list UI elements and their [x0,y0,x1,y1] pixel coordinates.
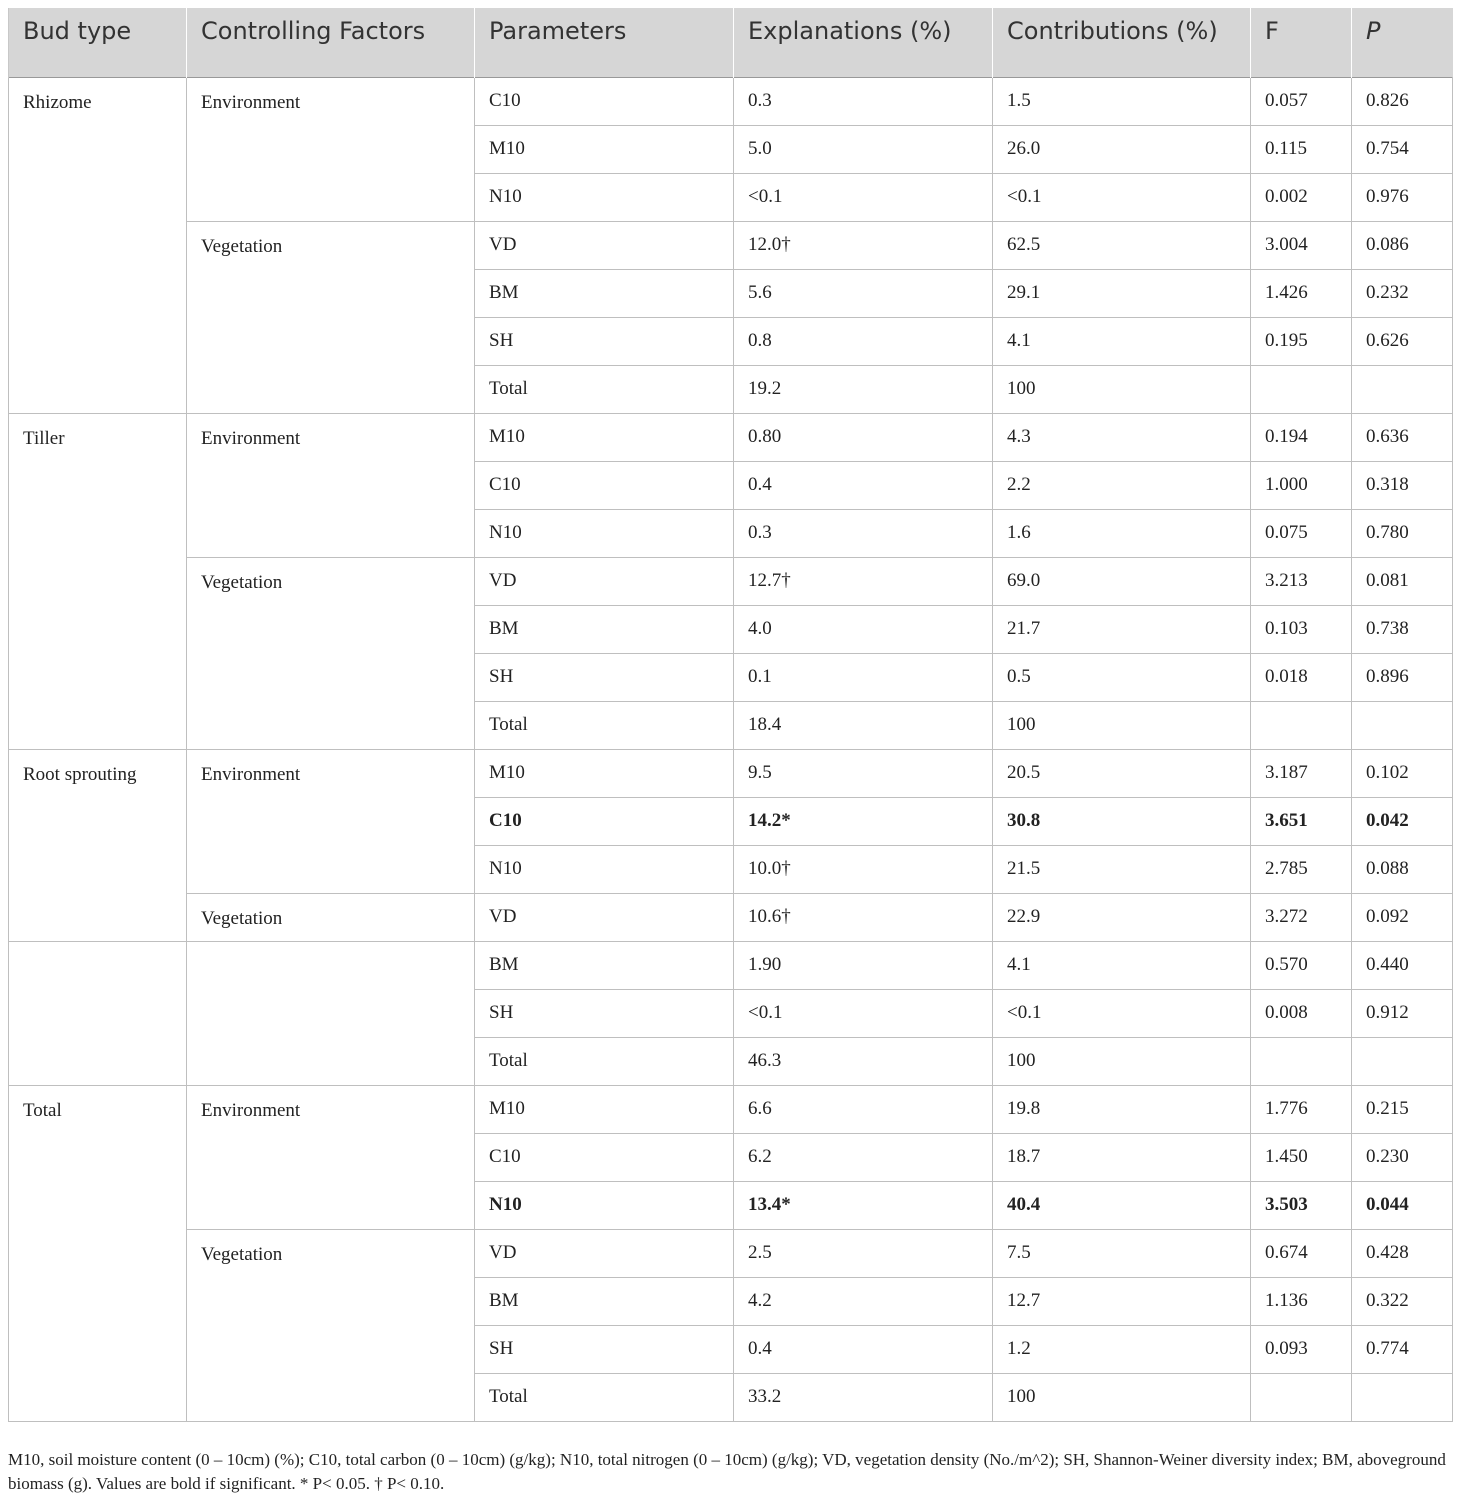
explanation-cell: 6.2 [734,1133,993,1181]
p-cell: 0.774 [1352,1325,1453,1373]
contribution-cell: <0.1 [993,173,1251,221]
f-cell: 3.651 [1251,797,1352,845]
p-cell: 0.081 [1352,557,1453,605]
f-cell: 0.103 [1251,605,1352,653]
explanation-cell: 5.0 [734,125,993,173]
contribution-cell: 7.5 [993,1229,1251,1277]
explanation-cell: 5.6 [734,269,993,317]
explanation-cell: 33.2 [734,1373,993,1421]
contribution-cell: 18.7 [993,1133,1251,1181]
f-cell: 1.000 [1251,461,1352,509]
parameter-cell: SH [475,317,734,365]
parameter-cell: VD [475,221,734,269]
factor-cell: Environment [187,749,475,893]
bud-type-cell: Total [9,1085,187,1421]
f-cell: 0.194 [1251,413,1352,461]
contribution-cell: 100 [993,1037,1251,1085]
bud-type-cell [9,941,187,1085]
parameter-cell: VD [475,893,734,941]
bud-type-cell: Root sprouting [9,749,187,941]
contribution-cell: 1.5 [993,77,1251,125]
contribution-cell: 2.2 [993,461,1251,509]
f-cell [1251,1373,1352,1421]
data-table [8,8,1453,1422]
explanation-cell: 0.3 [734,509,993,557]
bud-type-cell: Rhizome [9,77,187,413]
contribution-cell: <0.1 [993,989,1251,1037]
f-cell [1251,701,1352,749]
f-cell: 0.018 [1251,653,1352,701]
explanation-cell: 18.4 [734,701,993,749]
p-cell: 0.440 [1352,941,1453,989]
p-cell: 0.092 [1352,893,1453,941]
explanation-cell: <0.1 [734,173,993,221]
col-header-p: P [1352,8,1453,77]
f-cell: 0.674 [1251,1229,1352,1277]
contribution-cell: 100 [993,701,1251,749]
factor-cell: Vegetation [187,893,475,941]
contribution-cell: 29.1 [993,269,1251,317]
f-cell: 0.057 [1251,77,1352,125]
parameter-cell: BM [475,941,734,989]
p-cell: 0.102 [1352,749,1453,797]
p-cell: 0.754 [1352,125,1453,173]
contribution-cell: 4.1 [993,941,1251,989]
explanation-cell: 0.4 [734,1325,993,1373]
col-header-bud-type: Bud type [9,8,187,77]
p-cell: 0.636 [1352,413,1453,461]
p-cell: 0.896 [1352,653,1453,701]
explanation-cell: 1.90 [734,941,993,989]
col-header-explanations: Explanations (%) [734,8,993,77]
footnote: M10, soil moisture content (0 – 10cm) (%); C10, total carbon (0 – 10cm) (g/kg); N10, total nitrogen (0 – 10cm) (g/kg); VD, vegetation density (No./m^2); SH, Shannon-Weiner diversity index; BM, aboveground biomass (g). Values are bold if significant. * P< 0.05. † P< 0.10. [8,1450,1446,1493]
parameter-cell: BM [475,1277,734,1325]
p-cell: 0.738 [1352,605,1453,653]
parameter-cell: VD [475,1229,734,1277]
parameter-cell: SH [475,1325,734,1373]
explanation-cell: 10.6† [734,893,993,941]
p-cell: 0.428 [1352,1229,1453,1277]
f-cell: 0.093 [1251,1325,1352,1373]
explanation-cell: 0.3 [734,77,993,125]
parameter-cell: Total [475,701,734,749]
explanation-cell: <0.1 [734,989,993,1037]
table-row [9,413,1453,461]
f-cell: 0.008 [1251,989,1352,1037]
header-row [9,8,1453,77]
p-cell [1352,1037,1453,1085]
table-row [9,749,1453,797]
p-cell: 0.780 [1352,509,1453,557]
factor-cell [187,941,475,1085]
explanation-cell: 14.2* [734,797,993,845]
explanation-cell: 9.5 [734,749,993,797]
contribution-cell: 1.6 [993,509,1251,557]
parameter-cell: N10 [475,845,734,893]
p-cell: 0.232 [1352,269,1453,317]
contribution-cell: 30.8 [993,797,1251,845]
p-cell [1352,365,1453,413]
f-cell: 0.195 [1251,317,1352,365]
contribution-cell: 21.7 [993,605,1251,653]
col-header-parameters: Parameters [475,8,734,77]
p-cell: 0.044 [1352,1181,1453,1229]
f-cell: 3.272 [1251,893,1352,941]
explanation-cell: 12.7† [734,557,993,605]
factor-cell: Environment [187,1085,475,1229]
table-row [9,941,1453,989]
parameter-cell: Total [475,365,734,413]
parameter-cell: VD [475,557,734,605]
parameter-cell: N10 [475,509,734,557]
p-cell: 0.088 [1352,845,1453,893]
contribution-cell: 26.0 [993,125,1251,173]
parameter-cell: N10 [475,1181,734,1229]
parameter-cell: M10 [475,413,734,461]
contribution-cell: 12.7 [993,1277,1251,1325]
table-row [9,1085,1453,1133]
factor-cell: Vegetation [187,1229,475,1421]
factor-cell: Environment [187,77,475,221]
contribution-cell: 100 [993,365,1251,413]
p-cell: 0.042 [1352,797,1453,845]
parameter-cell: N10 [475,173,734,221]
col-header-controlling-factors: Controlling Factors [187,8,475,77]
explanation-cell: 4.0 [734,605,993,653]
f-cell: 2.785 [1251,845,1352,893]
f-cell: 1.136 [1251,1277,1352,1325]
p-cell: 0.230 [1352,1133,1453,1181]
explanation-cell: 10.0† [734,845,993,893]
explanation-cell: 0.80 [734,413,993,461]
parameter-cell: M10 [475,1085,734,1133]
parameter-cell: M10 [475,125,734,173]
parameter-cell: C10 [475,1133,734,1181]
p-cell: 0.322 [1352,1277,1453,1325]
parameter-cell: SH [475,653,734,701]
explanation-cell: 46.3 [734,1037,993,1085]
table-row [9,77,1453,125]
explanation-cell: 0.1 [734,653,993,701]
explanation-cell: 19.2 [734,365,993,413]
table-row [9,557,1453,605]
f-cell: 0.075 [1251,509,1352,557]
f-cell: 1.426 [1251,269,1352,317]
f-cell [1251,365,1352,413]
explanation-cell: 2.5 [734,1229,993,1277]
f-cell: 1.450 [1251,1133,1352,1181]
f-cell: 3.213 [1251,557,1352,605]
f-cell: 0.115 [1251,125,1352,173]
factor-cell: Vegetation [187,557,475,749]
parameter-cell: C10 [475,77,734,125]
contribution-cell: 100 [993,1373,1251,1421]
contribution-cell: 22.9 [993,893,1251,941]
parameter-cell: M10 [475,749,734,797]
contribution-cell: 0.5 [993,653,1251,701]
parameter-cell: SH [475,989,734,1037]
p-cell [1352,701,1453,749]
p-cell [1352,1373,1453,1421]
contribution-cell: 62.5 [993,221,1251,269]
col-header-contributions: Contributions (%) [993,8,1251,77]
f-cell: 0.570 [1251,941,1352,989]
f-cell: 3.004 [1251,221,1352,269]
contribution-cell: 19.8 [993,1085,1251,1133]
col-header-f: F [1251,8,1352,77]
parameter-cell: Total [475,1037,734,1085]
bud-type-cell: Tiller [9,413,187,749]
f-cell: 3.503 [1251,1181,1352,1229]
explanation-cell: 0.4 [734,461,993,509]
factor-cell: Environment [187,413,475,557]
f-cell [1251,1037,1352,1085]
explanation-cell: 6.6 [734,1085,993,1133]
parameter-cell: C10 [475,797,734,845]
contribution-cell: 40.4 [993,1181,1251,1229]
parameter-cell: C10 [475,461,734,509]
f-cell: 0.002 [1251,173,1352,221]
parameter-cell: BM [475,269,734,317]
p-cell: 0.826 [1352,77,1453,125]
f-cell: 1.776 [1251,1085,1352,1133]
contribution-cell: 21.5 [993,845,1251,893]
explanation-cell: 12.0† [734,221,993,269]
f-cell: 3.187 [1251,749,1352,797]
parameter-cell: Total [475,1373,734,1421]
table-body [9,77,1453,1421]
contribution-cell: 1.2 [993,1325,1251,1373]
contribution-cell: 4.3 [993,413,1251,461]
explanation-cell: 4.2 [734,1277,993,1325]
p-cell: 0.626 [1352,317,1453,365]
table-row [9,1229,1453,1277]
contribution-cell: 20.5 [993,749,1251,797]
explanation-cell: 13.4* [734,1181,993,1229]
parameter-cell: BM [475,605,734,653]
factor-cell: Vegetation [187,221,475,413]
p-cell: 0.976 [1352,173,1453,221]
contribution-cell: 69.0 [993,557,1251,605]
table-row [9,893,1453,941]
table-row [9,221,1453,269]
explanation-cell: 0.8 [734,317,993,365]
p-cell: 0.086 [1352,221,1453,269]
p-cell: 0.912 [1352,989,1453,1037]
p-cell: 0.318 [1352,461,1453,509]
p-cell: 0.215 [1352,1085,1453,1133]
contribution-cell: 4.1 [993,317,1251,365]
